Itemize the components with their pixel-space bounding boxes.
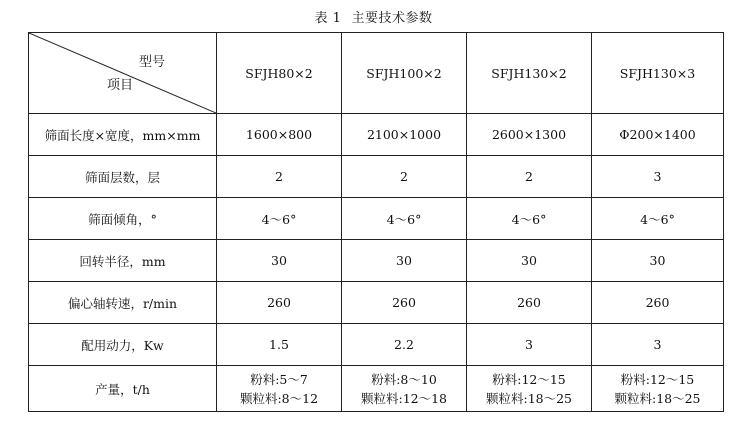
table-cell: 2600×1300 bbox=[467, 114, 592, 156]
model-header-label: 型号 bbox=[139, 55, 166, 70]
table-cell: 30 bbox=[467, 240, 592, 282]
granule-output: 颗粒料:18～25 bbox=[614, 390, 701, 406]
table-cell: 4～6° bbox=[342, 198, 467, 240]
model-header-cell: SFJH80×2 bbox=[217, 33, 342, 114]
table-cell: 2 bbox=[342, 156, 467, 198]
table-cell bbox=[217, 366, 342, 412]
table-row bbox=[29, 240, 724, 282]
table-caption bbox=[0, 7, 747, 26]
model-header-cell: SFJH130×3 bbox=[592, 33, 724, 114]
table-title: 主要技术参数 bbox=[351, 11, 433, 26]
header-row bbox=[29, 33, 724, 114]
table-cell bbox=[467, 366, 592, 412]
table-row bbox=[29, 198, 724, 240]
row-label: 筛面长度×宽度，mm×mm bbox=[29, 114, 217, 156]
row-label: 筛面层数，层 bbox=[29, 156, 217, 198]
table-row bbox=[29, 366, 724, 412]
table-cell: 3 bbox=[592, 324, 724, 366]
table-cell: 3 bbox=[467, 324, 592, 366]
diagonal-divider bbox=[29, 33, 216, 113]
powder-output: 粉料:8～10 bbox=[371, 371, 437, 387]
table-cell: 30 bbox=[592, 240, 724, 282]
table-cell: 30 bbox=[217, 240, 342, 282]
row-label: 回转半径，mm bbox=[29, 240, 217, 282]
granule-output: 颗粒料:8～12 bbox=[239, 390, 319, 406]
table-number: 表 1 bbox=[314, 11, 342, 26]
table-cell: 2 bbox=[467, 156, 592, 198]
table-row bbox=[29, 114, 724, 156]
table-cell: 2100×1000 bbox=[342, 114, 467, 156]
spec-table bbox=[28, 32, 724, 412]
table-cell: 260 bbox=[342, 282, 467, 324]
table-cell bbox=[592, 366, 724, 412]
corner-header-cell bbox=[29, 33, 217, 114]
table-cell: 260 bbox=[217, 282, 342, 324]
table-cell: 3 bbox=[592, 156, 724, 198]
model-header-cell: SFJH130×2 bbox=[467, 33, 592, 114]
row-label: 产量，t/h bbox=[29, 366, 217, 412]
granule-output: 颗粒料:18～25 bbox=[485, 390, 573, 406]
table-cell: 4～6° bbox=[217, 198, 342, 240]
table-cell: Φ200×1400 bbox=[592, 114, 724, 156]
table-row bbox=[29, 282, 724, 324]
table-cell: 2.2 bbox=[342, 324, 467, 366]
table-cell: 4～6° bbox=[467, 198, 592, 240]
table-cell bbox=[342, 366, 467, 412]
table-cell: 260 bbox=[467, 282, 592, 324]
powder-output: 粉料:12～15 bbox=[492, 371, 566, 387]
table-cell: 2 bbox=[217, 156, 342, 198]
table-cell: 260 bbox=[592, 282, 724, 324]
powder-output: 粉料:12～15 bbox=[620, 371, 695, 387]
table-row bbox=[29, 156, 724, 198]
table-cell: 30 bbox=[342, 240, 467, 282]
table-row bbox=[29, 324, 724, 366]
granule-output: 颗粒料:12～18 bbox=[360, 390, 448, 406]
table-cell: 1.5 bbox=[217, 324, 342, 366]
table-cell: 4～6° bbox=[592, 198, 724, 240]
table-cell: 1600×800 bbox=[217, 114, 342, 156]
row-label: 配用动力，Kw bbox=[29, 324, 217, 366]
model-header-cell: SFJH100×2 bbox=[342, 33, 467, 114]
row-label: 偏心轴转速，r/min bbox=[29, 282, 217, 324]
row-label: 筛面倾角，° bbox=[29, 198, 217, 240]
item-header-label: 项目 bbox=[107, 78, 134, 93]
powder-output: 粉料:5～7 bbox=[250, 371, 308, 387]
